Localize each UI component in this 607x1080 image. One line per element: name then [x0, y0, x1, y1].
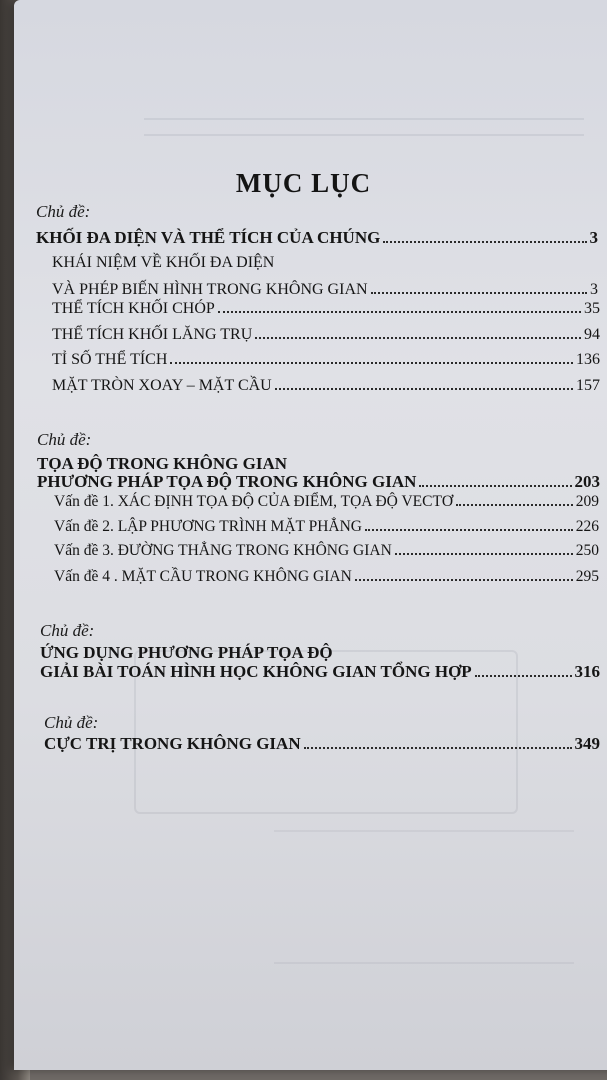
entry-title: THỂ TÍCH KHỐI LĂNG TRỤ: [52, 326, 253, 343]
toc-entry[interactable]: [54, 568, 599, 586]
leader-dots: [419, 481, 571, 487]
entry-title: Vấn đề 3. ĐƯỜNG THẲNG TRONG KHÔNG GIAN: [54, 542, 392, 559]
leader-dots: [170, 358, 573, 364]
toc-entry[interactable]: [52, 326, 600, 344]
entry-title: ỨNG DỤNG PHƯƠNG PHÁP TỌA ĐỘ: [40, 643, 333, 662]
toc-entry[interactable]: [37, 454, 597, 474]
leader-dots: [456, 500, 573, 506]
entry-page: 209: [575, 493, 599, 510]
toc-entry[interactable]: [52, 281, 598, 299]
entry-title: KHÁI NIỆM VỀ KHỐI ĐA DIỆN: [52, 254, 275, 271]
section-4-label: Chủ đề:: [44, 713, 99, 732]
entry-title: GIẢI BÀI TOÁN HÌNH HỌC KHÔNG GIAN TỔNG HỢP: [40, 662, 472, 681]
entry-title: VÀ PHÉP BIẾN HÌNH TRONG KHÔNG GIAN: [52, 281, 368, 298]
entry-page: 250: [575, 542, 599, 559]
section-3-label: Chủ đề:: [40, 621, 95, 640]
entry-title: TỌA ĐỘ TRONG KHÔNG GIAN: [37, 454, 287, 473]
leader-dots: [383, 237, 586, 243]
leader-dots: [355, 575, 573, 581]
toc-entry[interactable]: [54, 542, 599, 560]
section-2-label: Chủ đề:: [37, 430, 92, 449]
entry-page: 295: [575, 568, 599, 585]
toc-entry[interactable]: [52, 351, 600, 369]
entry-page: 157: [576, 377, 600, 394]
entry-title: Vấn đề 2. LẬP PHƯƠNG TRÌNH MẶT PHẲNG: [54, 518, 362, 535]
toc-entry[interactable]: [52, 300, 600, 318]
entry-title: THỂ TÍCH KHỐI CHÓP: [52, 300, 215, 317]
page-title: MỤC LỤC: [235, 168, 372, 198]
leader-dots: [275, 384, 573, 390]
entry-title: CỰC TRỊ TRONG KHÔNG GIAN: [44, 734, 301, 753]
leader-dots: [475, 671, 572, 677]
leader-dots: [395, 549, 573, 555]
toc-entry[interactable]: [36, 228, 598, 248]
leader-dots: [371, 288, 587, 294]
entry-page: 203: [574, 472, 600, 491]
toc-entry[interactable]: [44, 734, 600, 754]
leader-dots: [304, 743, 572, 749]
leader-dots: [218, 307, 581, 313]
show-through-shadow: [144, 118, 584, 136]
entry-title: Vấn đề 1. XÁC ĐỊNH TỌA ĐỘ CỦA ĐIỂM, TỌA ĐỘ VECTƠ: [54, 493, 454, 510]
entry-page: 226: [575, 518, 599, 535]
show-through-shadow-3: [274, 830, 574, 964]
toc-entry[interactable]: [52, 254, 598, 272]
toc-entry[interactable]: [54, 518, 599, 536]
entry-title: KHỐI ĐA DIỆN VÀ THỂ TÍCH CỦA CHÚNG: [36, 228, 381, 247]
entry-page: 136: [576, 351, 600, 368]
section-1-label: Chủ đề:: [36, 202, 91, 221]
entry-title: Vấn đề 4 . MẶT CẦU TRONG KHÔNG GIAN: [54, 568, 352, 585]
leader-dots: [365, 525, 573, 531]
entry-page: 349: [574, 734, 600, 753]
entry-page: 316: [574, 662, 600, 681]
toc-entry[interactable]: [52, 377, 600, 395]
entry-title: MẶT TRÒN XOAY – MẶT CẦU: [52, 377, 272, 394]
entry-title: TỈ SỐ THỂ TÍCH: [52, 351, 168, 368]
entry-title: PHƯƠNG PHÁP TỌA ĐỘ TRONG KHÔNG GIAN: [37, 472, 417, 491]
toc-entry[interactable]: [37, 472, 600, 492]
toc-entry[interactable]: [40, 643, 595, 663]
toc-entry[interactable]: [40, 662, 600, 682]
entry-page: 35: [584, 300, 600, 317]
entry-page: 94: [584, 326, 600, 343]
toc-entry[interactable]: [54, 493, 599, 511]
entry-page: 3: [590, 281, 598, 298]
leader-dots: [255, 333, 581, 339]
entry-page: 3: [589, 228, 598, 247]
